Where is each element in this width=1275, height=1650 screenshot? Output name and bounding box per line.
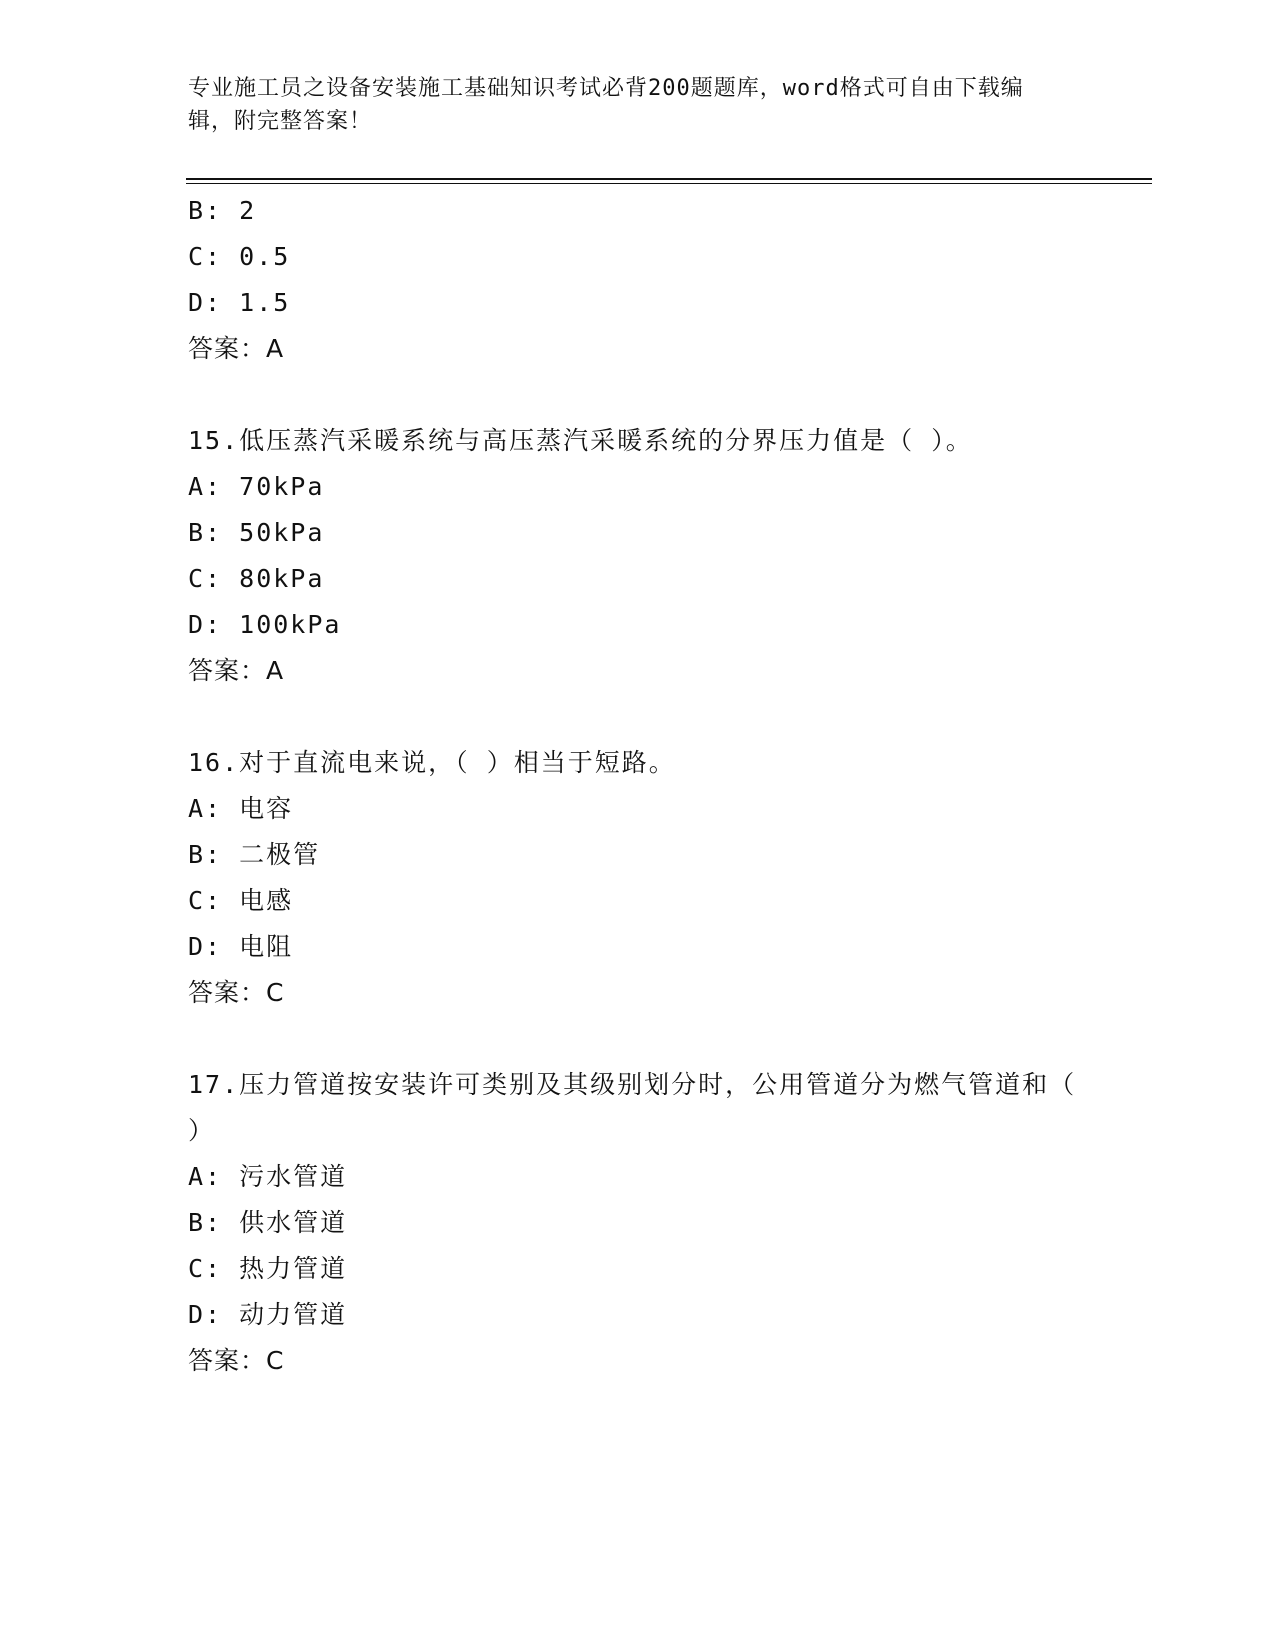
- option-d: D: 1.5: [188, 288, 291, 317]
- question-text: 17.压力管道按安装许可类别及其级别划分时，公用管道分为燃气管道和（ ）: [188, 1070, 1077, 1145]
- option-b: B: 50kPa: [188, 518, 325, 547]
- answer-line: 答案：A: [188, 656, 285, 685]
- question-list: [188, 188, 1088, 1384]
- header-title: 专业施工员之设备安装施工基础知识考试必背200题题库，word格式可自由下载编辑，附完整答案！: [188, 76, 1024, 134]
- question-text: 15.低压蒸汽采暖系统与高压蒸汽采暖系统的分界压力值是（ ）。: [188, 426, 973, 455]
- option-a: A: 污水管道: [188, 1162, 348, 1191]
- option-b: B: 供水管道: [188, 1208, 348, 1237]
- option-a: A: 电容: [188, 794, 294, 823]
- option-c: C: 0.5: [188, 242, 291, 271]
- option-b: B: 2: [188, 196, 257, 225]
- header-rule: [186, 178, 1152, 180]
- option-c: C: 电感: [188, 886, 294, 915]
- spacer: [188, 372, 1088, 418]
- question-block-prev: [188, 188, 1088, 372]
- question-block-17: [188, 1062, 1088, 1384]
- spacer: [188, 694, 1088, 740]
- option-b: B: 二极管: [188, 840, 321, 869]
- option-d: D: 动力管道: [188, 1300, 348, 1329]
- option-d: D: 电阻: [188, 932, 294, 961]
- question-block-15: [188, 418, 1088, 694]
- option-a: A: 70kPa: [188, 472, 325, 501]
- answer-line: 答案：C: [188, 978, 285, 1007]
- page-header: [188, 72, 1068, 138]
- question-block-16: [188, 740, 1088, 1016]
- header-rule-thin: [186, 183, 1152, 184]
- answer-line: 答案：A: [188, 334, 285, 363]
- option-d: D: 100kPa: [188, 610, 342, 639]
- option-c: C: 热力管道: [188, 1254, 348, 1283]
- answer-line: 答案：C: [188, 1346, 285, 1375]
- question-text: 16.对于直流电来说，（ ）相当于短路。: [188, 748, 676, 777]
- spacer: [188, 1016, 1088, 1062]
- option-c: C: 80kPa: [188, 564, 325, 593]
